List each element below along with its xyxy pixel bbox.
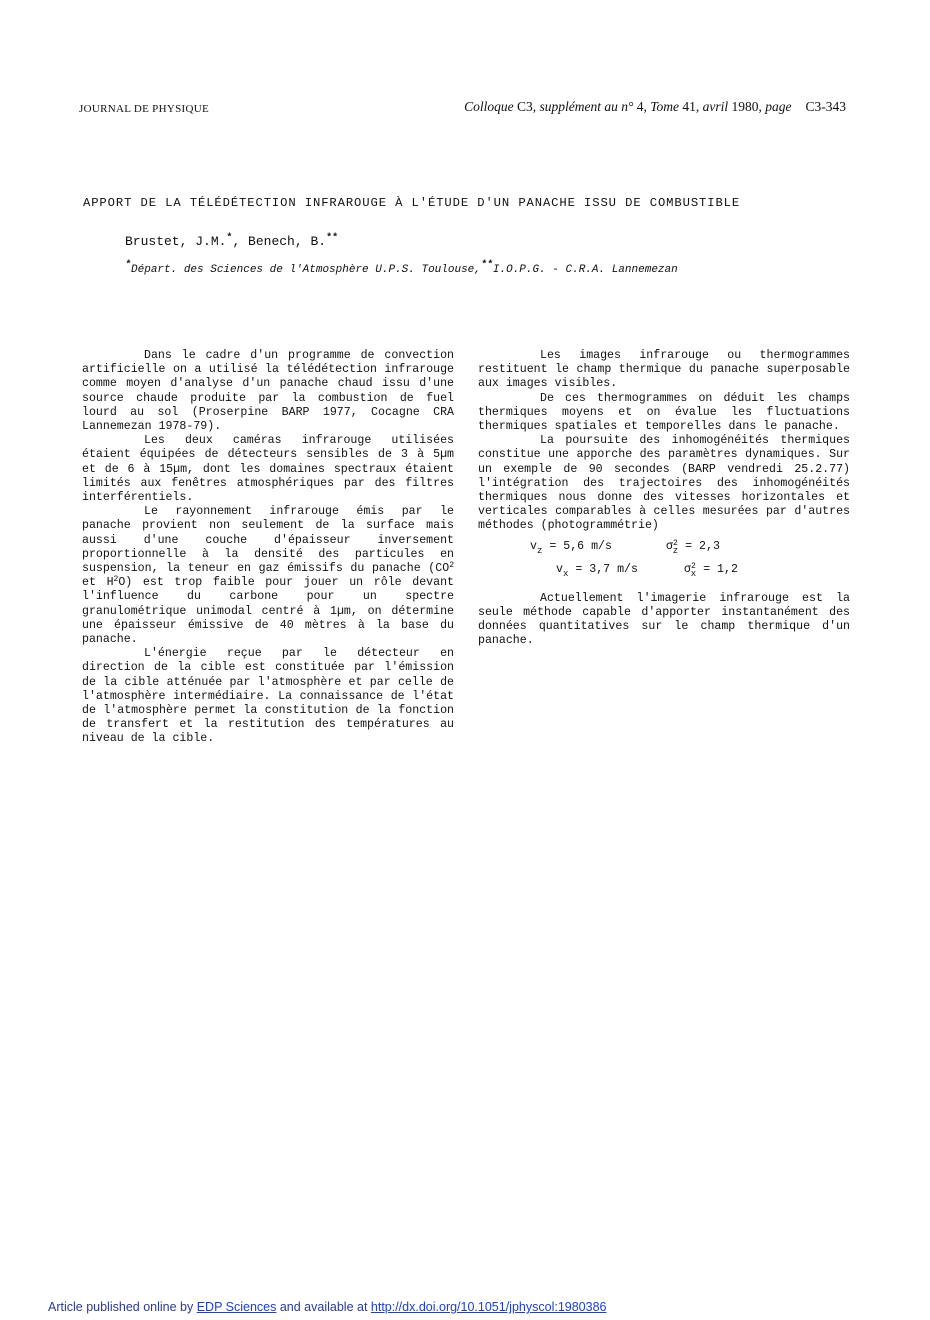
superscript: 2 [113, 575, 119, 585]
author-2-mark: ** [326, 233, 339, 244]
paragraph: De ces thermogrammes on déduit les champs thermiques moyens et on évalue les fluctuations thermiques spatiales et temporelles dans le panache. [478, 391, 850, 434]
affiliation-2-mark: ** [480, 260, 493, 271]
formula-sigma-z: $\sigma^2_z = 2,3$ [666, 538, 720, 556]
author-1: Brustet, J.M. [125, 234, 227, 249]
authors [125, 234, 338, 249]
paragraph-text: Le rayonnement infrarouge émis par le panache provient non seulement de la surface mais aussi d'une couche d'épaisseur inversement proportionnelle à la densité des particules en suspension, la teneur en gaz émissifs du panache (CO [82, 505, 454, 576]
formula-vx: $v_x = 3,7$ m/s [556, 562, 638, 579]
formula-vz: $v_z = 5,6$ m/s [530, 539, 612, 556]
journal-name: JOURNAL DE PHYSIQUE [79, 103, 209, 115]
page-number: C3-343 [805, 99, 846, 114]
paragraph: Les deux caméras infrarouge utilisées étaient équipées de détecteurs sensibles de 3 à 5µm et de 6 à 15µm, dont les domaines spectraux étaient limités aux fenêtres atmosphériques par des filtres interférentiels. [82, 434, 454, 505]
colloque-label: Colloque [464, 99, 514, 114]
formula-vertical [478, 540, 850, 563]
month-label: avril [702, 99, 729, 114]
superscript: 2 [449, 561, 454, 571]
paragraph: Les images infrarouge ou thermogrammes restituent le champ thermique du panache superposable aux images visibles. [478, 349, 850, 391]
paragraph-text: et H [82, 576, 114, 590]
affiliations [125, 260, 678, 276]
footer-text: Article published online by [48, 1300, 197, 1314]
supplement-label: supplément au n° [539, 99, 634, 114]
page-label: page [765, 99, 792, 114]
colloque-reference [464, 99, 846, 115]
affiliation-2: I.O.P.G. - C.R.A. Lannemezan [492, 264, 678, 276]
author-1-mark: * [226, 233, 233, 244]
formula-horizontal [478, 563, 850, 586]
paragraph [82, 505, 454, 647]
footer [48, 1300, 606, 1314]
colloque-number: C3, [513, 99, 540, 114]
article-title: APPORT DE LA TÉLÉDÉTECTION INFRAROUGE À L'ÉTUDE D'UN PANACHE ISSU DE COMBUSTIBLE [83, 196, 741, 210]
paragraph: La poursuite des inhomogénéités thermiques constitue une apporche des paramètres dynamiques. Sur un exemple de 90 secondes (BARP vendredi 25.2.77) l'intégration des trajectoires des inhomogénéités thermiques nous donne des vitesses horizontales et verticales comparables à celles mesurées par d'autres méthodes (photogrammétrie) [478, 434, 850, 533]
paragraph: Dans le cadre d'un programme de convection artificielle on a utilisé la télédétection infrarouge comme moyen d'analyse d'un panache chaud issu d'une source chaude produite par la combustion de fuel lourd au sol (Proserpine BARP 1977, Cocagne CRA Lannemezan 1978-79). [82, 349, 454, 434]
year: 1980, [728, 99, 766, 114]
affiliation-1-mark: * [125, 260, 132, 271]
tome-label: Tome [650, 99, 679, 114]
issue-number: 4, [633, 99, 651, 114]
right-column [478, 349, 850, 648]
author-2: , Benech, B. [232, 234, 327, 249]
paragraph-text: O) est trop faible pour jouer un rôle devant l'influence du carbone pour un spectre granulométrique unimodal centré à 1µm, on détermine une épaisseur émissive de 40 mètres à la base du panache. [82, 576, 454, 647]
paragraph: L'énergie reçue par le détecteur en direction de la cible est constituée par l'émission de la cible atténuée par l'atmosphère et par celle de l'atmosphère intermédiaire. La connaissance de l'état de l'atmosphère permet la constitution de la fonction de transfert et la restitution des températures au niveau de la cible. [82, 647, 454, 746]
tome-number: 41, [679, 99, 703, 114]
affiliation-1: Départ. des Sciences de l'Atmosphère U.P.S. Toulouse, [131, 264, 481, 276]
edp-sciences-link[interactable]: EDP Sciences [196, 1300, 277, 1314]
paragraph: Actuellement l'imagerie infrarouge est la seule méthode capable d'apporter instantanément des données quantitatives sur le champ thermique d'un panache. [478, 591, 850, 648]
footer-text: and available at [276, 1300, 371, 1314]
formula-sigma-x: $\sigma^2_x = 1,2$ [684, 561, 738, 579]
left-column [82, 349, 454, 747]
doi-link[interactable]: http://dx.doi.org/10.1051/jphyscol:1980386 [370, 1300, 607, 1314]
